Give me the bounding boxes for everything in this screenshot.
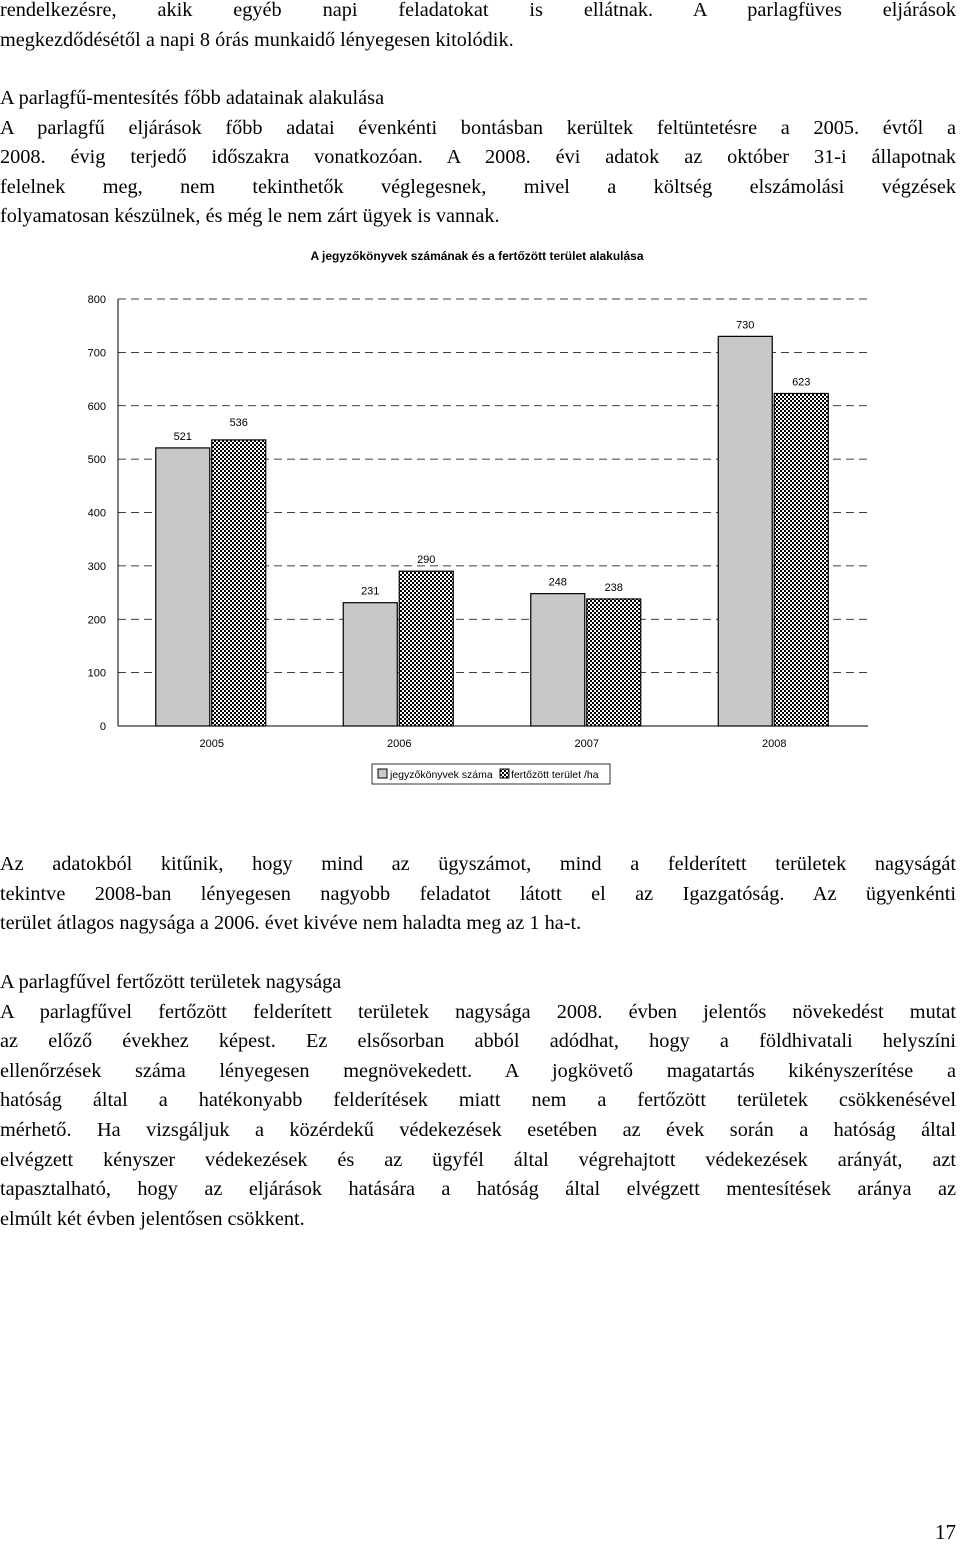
y-tick-label: 100	[87, 667, 106, 680]
bar-chart	[0, 238, 960, 798]
section-line: hatóság által a hatékonyabb felderítések miatt nem a fertőzött területek csökkenésével	[0, 1089, 956, 1112]
section-line: felelnek meg, nem tekinthetők véglegesnek, mivel a költség elszámolási végzések	[0, 175, 956, 198]
section-line: folyamatosan készülnek, és még le nem zárt ügyek is vannak.	[0, 205, 500, 228]
data-label: 248	[548, 576, 567, 589]
data-label: 231	[361, 585, 380, 598]
y-tick-label: 500	[87, 454, 106, 467]
data-label: 730	[736, 319, 755, 332]
analysis-line: tekintve 2008-ban lényegesen nagyobb feladatot látott el az Igazgatóság. Az ügyenkénti	[0, 882, 956, 905]
intro-paragraph	[0, 0, 956, 55]
legend-label: fertőzött terület /ha	[511, 769, 599, 781]
chart-legend	[372, 764, 610, 784]
data-label: 536	[229, 416, 248, 429]
y-tick-label: 300	[87, 560, 106, 573]
section-line: az előző évekhez képest. Ez elsősorban abból adódhat, hogy a földhivatali helyszíni	[0, 1030, 956, 1053]
bar-fertozott-terulet	[587, 599, 641, 726]
section-infected-area	[0, 968, 956, 1234]
bar-jegyzokonyvek	[343, 603, 397, 726]
x-tick-label: 2006	[387, 738, 412, 750]
data-label: 290	[417, 554, 436, 567]
section-line: 2008. évig terjedő időszakra vonatkozóan. A 2008. évi adatok az október 31-i állapotnak	[0, 146, 956, 169]
section-line: mérhető. Ha vizsgáljuk a közérdekű védekezések esetében az évek során a hatóság által	[0, 1118, 956, 1141]
bar-jegyzokonyvek	[718, 336, 772, 726]
section-line: ellenőrzések száma lényegesen megnövekedett. A jogkövető magatartás kikényszerítése a	[0, 1059, 956, 1082]
x-tick-label: 2008	[762, 738, 787, 750]
section-heading: A parlagfű-mentesítés főbb adatainak alakulása	[0, 87, 385, 109]
bar-fertozott-terulet	[774, 393, 828, 726]
legend-label: jegyzőkönyvek száma	[390, 769, 493, 781]
bar-jegyzokonyvek	[156, 448, 210, 726]
data-label: 238	[604, 581, 623, 594]
x-tick-label: 2007	[574, 738, 599, 750]
section-heading: A parlagfűvel fertőzött területek nagysága	[0, 971, 342, 993]
bar-fertozott-terulet	[399, 571, 453, 726]
bar-jegyzokonyvek	[531, 594, 585, 726]
x-tick-label: 2005	[199, 738, 224, 750]
page-number: 17	[935, 1520, 956, 1544]
section-line: tapasztalható, hogy az eljárások hatására a hatóság által elvégzett mentesítések aránya az	[0, 1178, 956, 1201]
section-line: elvégzett kényszer védekezések és az ügyfél által végrehajtott védekezések arányát, azt	[0, 1148, 956, 1171]
y-tick-label: 0	[99, 721, 106, 733]
y-tick-label: 400	[87, 507, 106, 520]
y-tick-label: 800	[87, 294, 106, 306]
legend-swatch	[500, 769, 509, 778]
y-tick-label: 200	[87, 614, 106, 627]
data-label: 623	[792, 376, 811, 389]
y-tick-label: 700	[87, 347, 106, 360]
bar-fertozott-terulet	[212, 440, 266, 726]
section-line: A parlagfű eljárások főbb adatai évenkénti bontásban kerültek feltüntetésre a 2005. évtől a	[0, 116, 956, 139]
analysis-paragraph	[0, 850, 956, 939]
chart-title: A jegyzőkönyvek számának és a fertőzött terület alakulása	[310, 249, 644, 263]
analysis-line: Az adatokból kitűnik, hogy mind az ügyszámot, mind a felderített területek nagyságát	[0, 853, 956, 875]
data-label: 521	[173, 430, 192, 443]
section-line: A parlagfűvel fertőzött felderített területek nagysága 2008. évben jelentős növekedést mutat	[0, 1000, 956, 1023]
intro-line: rendelkezésre, akik egyéb napi feladatokat is ellátnak. A parlagfüves eljárások	[0, 0, 956, 21]
legend-swatch	[378, 769, 387, 778]
section-usage	[0, 84, 956, 232]
intro-line: megkezdődésétől a napi 8 órás munkaidő lényegesen kitolódik.	[0, 28, 514, 51]
section-line: elmúlt két évben jelentősen csökkent.	[0, 1207, 305, 1230]
analysis-line: terület átlagos nagysága a 2006. évet kivéve nem haladta meg az 1 ha-t.	[0, 912, 582, 935]
y-tick-label: 600	[87, 400, 106, 413]
